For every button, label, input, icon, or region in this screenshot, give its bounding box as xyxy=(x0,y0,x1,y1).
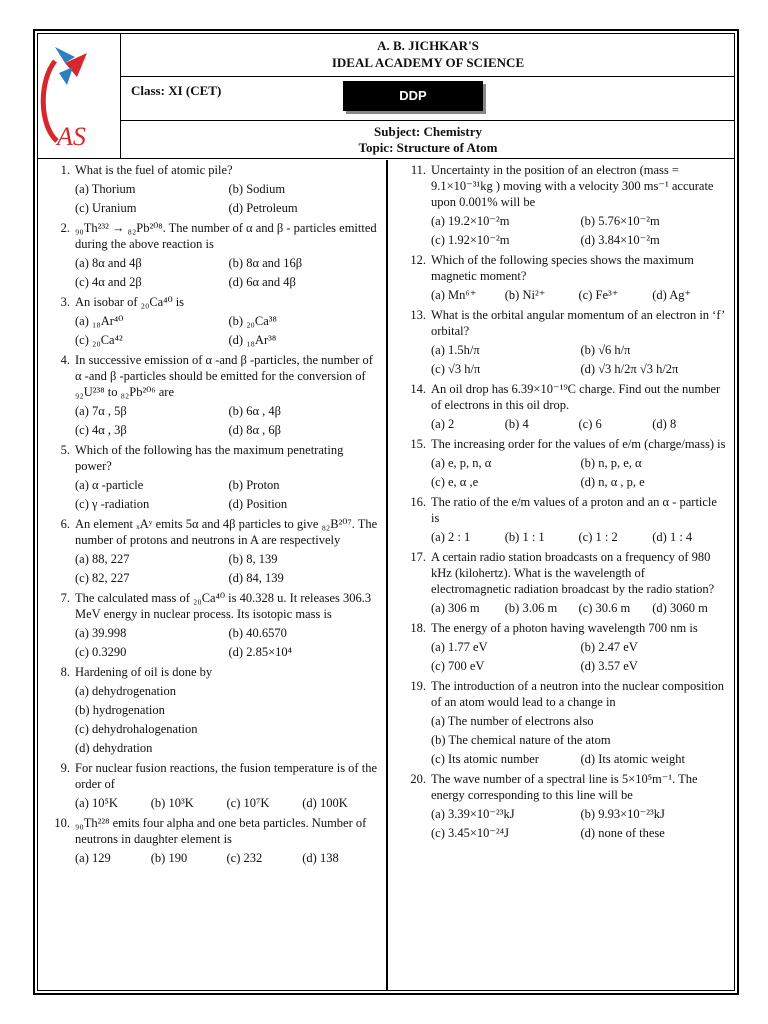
question-item xyxy=(48,294,378,350)
question-number: 12. xyxy=(410,253,426,267)
option-grid xyxy=(75,312,378,350)
question-text: In successive emission of α -and β -particles, the number of α -and β -particles should be emitted for the conversion of ₉₂U²³⁸ to ₈₂Pb²⁰⁶ are xyxy=(75,353,373,399)
author-name: A. B. JICHKAR'S xyxy=(377,38,479,53)
question-item xyxy=(48,442,378,514)
answer-option: (d) 8 xyxy=(652,417,677,431)
question-number: 20. xyxy=(410,772,426,786)
question-number: 8. xyxy=(60,665,70,679)
answer-option: (c) 1 : 2 xyxy=(578,530,618,544)
answer-option: (a) 19.2×10⁻²m xyxy=(431,214,510,228)
question-item xyxy=(48,664,378,758)
option-grid xyxy=(431,212,726,250)
answer-option: (b) 9.93×10⁻²³kJ xyxy=(580,807,665,821)
subject-row xyxy=(121,121,735,158)
question-number: 3. xyxy=(60,295,70,309)
question-item xyxy=(48,590,378,662)
option-grid xyxy=(75,402,378,440)
question-number: 18. xyxy=(410,621,426,635)
question-text: What is the orbital angular momentum of an electron in ‘f’ orbital? xyxy=(431,308,725,338)
answer-option: (d) none of these xyxy=(580,826,665,840)
question-text: ₉₀Th²²⁸ emits four alpha and one beta particles. Number of neutrons in daughter element is xyxy=(75,816,367,846)
institute-header xyxy=(121,33,735,77)
answer-option: (c) γ -radiation xyxy=(75,497,150,511)
answer-option: (d) Ag⁺ xyxy=(652,288,692,302)
answer-option: (c) Fe³⁺ xyxy=(578,288,619,302)
answer-option: (d) 3060 m xyxy=(652,601,708,615)
question-item xyxy=(48,516,378,588)
question-text: Which of the following has the maximum penetrating power? xyxy=(75,443,344,473)
topic-label: Topic: Structure of Atom xyxy=(358,140,498,155)
question-text: What is the fuel of atomic pile? xyxy=(75,163,233,177)
answer-option: (d) 138 xyxy=(302,851,339,865)
answer-option: (b) 10³K xyxy=(150,796,194,810)
answer-option: (b) Proton xyxy=(228,478,280,492)
option-grid xyxy=(75,550,378,588)
answer-option: (b) ₂₀Ca³⁸ xyxy=(228,314,277,328)
question-number: 6. xyxy=(60,517,70,531)
answer-option: (b) 190 xyxy=(150,851,188,865)
answer-option: (a) 8α and 4β xyxy=(75,256,142,270)
question-item xyxy=(404,381,726,434)
question-item xyxy=(48,815,378,868)
left-column xyxy=(48,162,378,870)
answer-option: (a) 2 xyxy=(431,417,455,431)
question-number: 16. xyxy=(410,495,426,509)
question-item xyxy=(404,307,726,379)
answer-option: (b) n, p, e, α xyxy=(580,456,642,470)
question-text: The wave number of a spectral line is 5×10⁵m⁻¹. The energy corresponding to this line will be xyxy=(431,772,698,802)
answer-option: (a) e, p, n, α xyxy=(431,456,492,470)
question-item xyxy=(48,352,378,440)
answer-option: (a) 10⁵K xyxy=(75,796,118,810)
answer-option: (b) 3.06 m xyxy=(504,601,558,615)
answer-option: (a) α -particle xyxy=(75,478,144,492)
answer-option: (a) 1.77 eV xyxy=(431,640,488,654)
answer-option: (b) 40.6570 xyxy=(228,626,287,640)
answer-option: (a) 306 m xyxy=(431,601,480,615)
ddp-badge: DDP xyxy=(343,81,483,111)
class-row xyxy=(121,77,735,121)
answer-option: (b) 6α , 4β xyxy=(228,404,281,418)
question-number: 19. xyxy=(410,679,426,693)
answer-option: (c) Uranium xyxy=(75,201,137,215)
answer-option: (c) 30.6 m xyxy=(578,601,631,615)
question-text: An oil drop has 6.39×10⁻¹⁹C charge. Find out the number of electrons in this oil drop. xyxy=(431,382,721,412)
answer-option: (c) 10⁷K xyxy=(226,796,270,810)
answer-option: (c) 4α and 2β xyxy=(75,275,142,289)
answer-option: (c) 3.45×10⁻²⁴J xyxy=(431,826,509,840)
answer-option: (b) 1 : 1 xyxy=(504,530,545,544)
institute-name: IDEAL ACADEMY OF SCIENCE xyxy=(331,55,525,70)
question-item xyxy=(48,760,378,813)
question-text: The increasing order for the values of e/m (charge/mass) is xyxy=(431,437,726,451)
answer-option: (d) 100K xyxy=(302,796,348,810)
option-grid xyxy=(431,750,726,769)
question-text: The energy of a photon having wavelength 700 nm is xyxy=(431,621,698,635)
option-grid xyxy=(75,254,378,292)
question-item xyxy=(404,252,726,305)
header-divider xyxy=(37,158,735,159)
answer-option: (a) 88, 227 xyxy=(75,552,130,566)
answer-option: (c) 1.92×10⁻²m xyxy=(431,233,510,247)
answer-option: (a) 1.5h/π xyxy=(431,343,480,357)
option-row xyxy=(431,415,726,434)
answer-option: (b) hydrogenation xyxy=(75,703,165,717)
answer-option: (c) 6 xyxy=(578,417,602,431)
answer-option: (c) √3 h/π xyxy=(431,362,481,376)
answer-option: (a) 2 : 1 xyxy=(431,530,471,544)
subject-label: Subject: Chemistry xyxy=(374,124,482,139)
answer-option: (b) Ni²⁺ xyxy=(504,288,546,302)
answer-option: (a) 3.39×10⁻²³kJ xyxy=(431,807,515,821)
question-number: 7. xyxy=(60,591,70,605)
institute-logo xyxy=(37,33,121,158)
option-grid xyxy=(431,341,726,379)
answer-option: (c) ₂₀Ca⁴² xyxy=(75,333,123,347)
question-item xyxy=(404,620,726,676)
answer-option: (d) dehydration xyxy=(75,741,153,755)
question-text: Uncertainty in the position of an electron (mass = 9.1×10⁻³¹kg ) moving with a velocity 300 ms⁻¹ accurate upon 0.001% will be xyxy=(431,163,714,209)
question-number: 2. xyxy=(60,221,70,235)
option-row xyxy=(431,599,726,618)
question-number: 9. xyxy=(60,761,70,775)
answer-option: (d) 3.57 eV xyxy=(580,659,638,673)
answer-option: (c) Its atomic number xyxy=(431,752,539,766)
question-text: An element ₓAʸ emits 5α and 4β particles to give ₈₂B²⁰⁷. The number of protons and neutrons in A are respectively xyxy=(75,517,378,547)
answer-option: (a) 129 xyxy=(75,851,111,865)
option-grid xyxy=(431,638,726,676)
answer-option: (c) 700 eV xyxy=(431,659,485,673)
answer-option: (d) 3.84×10⁻²m xyxy=(580,233,660,247)
question-number: 15. xyxy=(410,437,426,451)
logo-icon xyxy=(37,33,121,158)
question-text: The ratio of the e/m values of a proton and an α - particle is xyxy=(431,495,717,525)
question-number: 11. xyxy=(410,163,426,177)
answer-option: (d) 6α and 4β xyxy=(228,275,296,289)
question-item xyxy=(404,678,726,769)
header xyxy=(37,33,735,158)
option-grid xyxy=(75,476,378,514)
question-number: 4. xyxy=(60,353,70,367)
question-text: A certain radio station broadcasts on a frequency of 980 kHz (kilohertz). What is the wavelength of electromagnetic radiation broadcast by the radio station? xyxy=(431,550,715,596)
option-grid xyxy=(431,805,726,843)
answer-option: (a) 39.998 xyxy=(75,626,127,640)
question-text: Hardening of oil is done by xyxy=(75,665,213,679)
answer-option: (c) 4α , 3β xyxy=(75,423,127,437)
option-list xyxy=(431,712,726,750)
option-list xyxy=(75,682,378,758)
answer-option: (a) The number of electrons also xyxy=(431,714,594,728)
question-text: Which of the following species shows the maximum magnetic moment? xyxy=(431,253,694,283)
answer-option: (b) 2.47 eV xyxy=(580,640,638,654)
question-number: 13. xyxy=(410,308,426,322)
question-number: 14. xyxy=(410,382,426,396)
option-grid xyxy=(75,624,378,662)
option-grid xyxy=(431,454,726,492)
answer-option: (b) 5.76×10⁻²m xyxy=(580,214,660,228)
answer-option: (d) 84, 139 xyxy=(228,571,284,585)
option-grid xyxy=(75,180,378,218)
answer-option: (c) 232 xyxy=(226,851,263,865)
answer-option: (b) √6 h/π xyxy=(580,343,631,357)
column-divider xyxy=(386,160,388,991)
answer-option: (a) Thorium xyxy=(75,182,136,196)
answer-option: (b) 8, 139 xyxy=(228,552,278,566)
answer-option: (d) √3 h/2π √3 h/2π xyxy=(580,362,679,376)
question-number: 5. xyxy=(60,443,70,457)
answer-option: (b) The chemical nature of the atom xyxy=(431,733,611,747)
answer-option: (c) dehydrohalogenation xyxy=(75,722,198,736)
answer-option: (d) 2.85×10⁴ xyxy=(228,645,292,659)
question-item xyxy=(404,162,726,250)
question-text: The calculated mass of ₂₀Ca⁴⁰ is 40.328 u. It releases 306.3 MeV energy in nuclear process. Its isotopic mass is xyxy=(75,591,372,621)
class-label: Class: XI (CET) xyxy=(131,83,222,98)
answer-option: (c) 0.3290 xyxy=(75,645,127,659)
question-number: 10. xyxy=(54,816,70,830)
question-number: 1. xyxy=(60,163,70,177)
answer-option: (a) ₁₈Ar⁴⁰ xyxy=(75,314,124,328)
question-text: ₉₀Th²³² → ₈₂Pb²⁰⁸. The number of α and β - particles emitted during the above reaction is xyxy=(75,221,377,251)
question-text: An isobar of ₂₀Ca⁴⁰ is xyxy=(75,295,185,309)
answer-option: (b) Sodium xyxy=(228,182,286,196)
question-text: The introduction of a neutron into the nuclear composition of an atom would lead to a change in xyxy=(431,679,724,709)
answer-option: (a) dehydrogenation xyxy=(75,684,177,698)
answer-option: (c) 82, 227 xyxy=(75,571,130,585)
question-item xyxy=(404,549,726,618)
question-item xyxy=(48,162,378,218)
question-item xyxy=(404,436,726,492)
option-row xyxy=(431,286,726,305)
answer-option: (d) Its atomic weight xyxy=(580,752,685,766)
answer-option: (d) 8α , 6β xyxy=(228,423,281,437)
question-item xyxy=(404,494,726,547)
question-item xyxy=(48,220,378,292)
question-text: For nuclear fusion reactions, the fusion temperature is of the order of xyxy=(75,761,377,791)
answer-option: (d) Petroleum xyxy=(228,201,298,215)
logo-text: AS xyxy=(57,122,86,151)
answer-option: (d) n, α , p, e xyxy=(580,475,645,489)
option-row xyxy=(75,794,378,813)
option-row xyxy=(75,849,378,868)
answer-option: (c) e, α ,e xyxy=(431,475,479,489)
answer-option: (b) 4 xyxy=(504,417,529,431)
option-row xyxy=(431,528,726,547)
answer-option: (d) Position xyxy=(228,497,288,511)
answer-option: (d) 1 : 4 xyxy=(652,530,693,544)
question-number: 17. xyxy=(410,550,426,564)
answer-option: (d) ₁₈Ar³⁸ xyxy=(228,333,277,347)
answer-option: (b) 8α and 16β xyxy=(228,256,303,270)
question-item xyxy=(404,771,726,843)
right-column xyxy=(404,162,726,845)
answer-option: (a) 7α , 5β xyxy=(75,404,127,418)
answer-option: (a) Mn⁶⁺ xyxy=(431,288,477,302)
